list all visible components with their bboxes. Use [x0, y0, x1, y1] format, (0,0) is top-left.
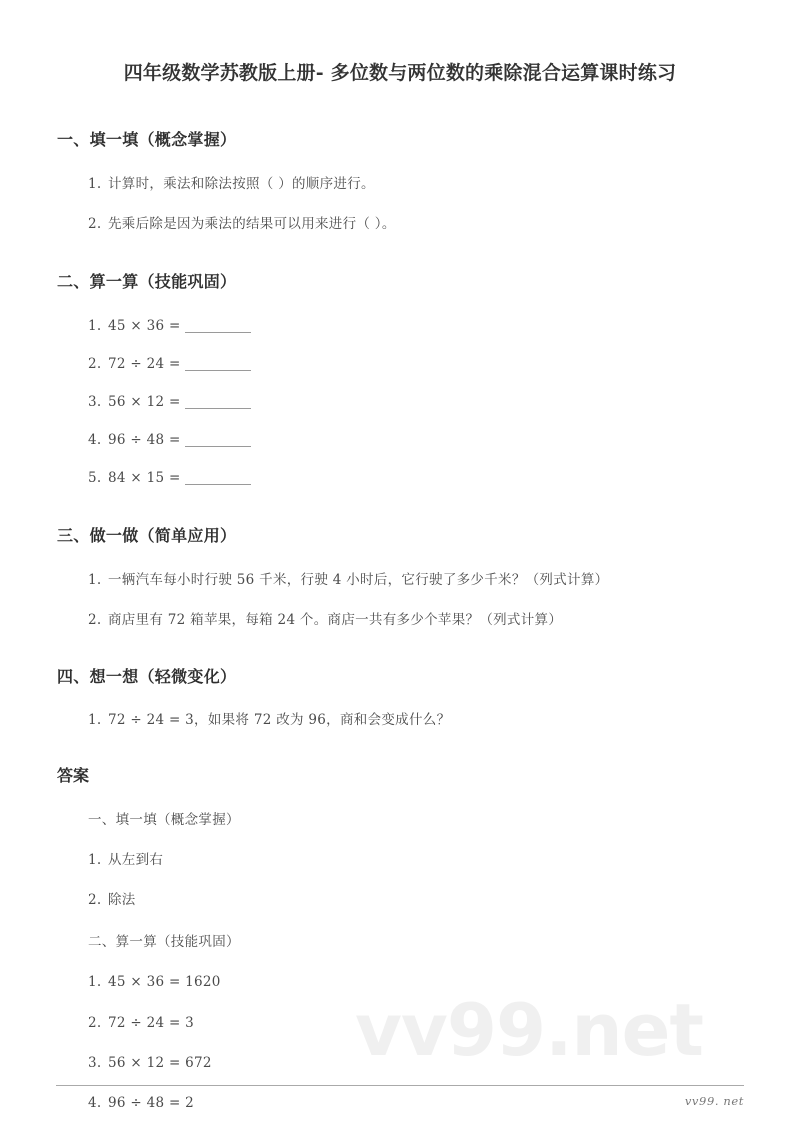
section-heading-fill-in: 一、填一填（概念掌握） [57, 129, 237, 149]
item-number: 2. [88, 611, 102, 628]
item-text: 先乘后除是因为乘法的结果可以用来进行（ ）。 [108, 216, 396, 233]
list-item [0, 292, 800, 334]
answer-item [0, 868, 800, 908]
section-heading-apply: 三、做一做（简单应用） [57, 526, 237, 546]
item-number: 3. [88, 1054, 102, 1071]
answer-text: 56 × 12 = 672 [108, 1054, 212, 1071]
list-item [0, 448, 800, 486]
item-number: 4. [88, 1094, 102, 1111]
list-item [0, 686, 800, 728]
list-item [0, 334, 800, 372]
section-heading-compute: 二、算一算（技能巩固） [57, 272, 237, 292]
item-number: 2. [88, 891, 102, 908]
answers-subheading-compute: 二、算一算（技能巩固） [88, 934, 240, 951]
answers-subheading-fill-in: 一、填一填（概念掌握） [88, 811, 240, 828]
answer-text: 96 ÷ 48 = 2 [108, 1094, 195, 1111]
list-item [0, 410, 800, 448]
answer-blank[interactable] [185, 446, 251, 447]
page-footer [56, 1085, 744, 1108]
answer-blank[interactable] [185, 408, 251, 409]
answer-text: 72 ÷ 24 = 3 [108, 1014, 195, 1031]
answer-text: 除法 [108, 891, 136, 908]
list-item [0, 192, 800, 232]
item-text: 72 ÷ 24 = 3，如果将 72 改为 96，商和会变成什么？ [108, 712, 451, 729]
answer-text: 45 × 36 = 1620 [108, 974, 221, 991]
site-watermark: vv99.net [355, 988, 703, 1072]
item-expression: 84 × 15 = [108, 470, 181, 487]
item-number: 2. [88, 216, 102, 233]
answer-text: 从左到右 [108, 851, 164, 868]
item-number: 1. [88, 571, 102, 588]
answer-item [0, 828, 800, 868]
answer-blank[interactable] [185, 484, 251, 485]
item-number: 2. [88, 1014, 102, 1031]
item-number: 1. [88, 317, 102, 334]
page-title: 四年级数学苏教版上册- 多位数与两位数的乘除混合运算课时练习 [123, 62, 677, 84]
item-number: 1. [88, 974, 102, 991]
footer-divider [56, 1085, 744, 1086]
list-item [0, 372, 800, 410]
item-expression: 96 ÷ 48 = [108, 432, 181, 449]
answer-item [0, 1031, 800, 1071]
item-text: 一辆汽车每小时行驶 56 千米，行驶 4 小时后，它行驶了多少千米？（列式计算） [108, 571, 609, 588]
item-number: 1. [88, 175, 102, 192]
item-text: 计算时，乘法和除法按照（ ）的顺序进行。 [108, 175, 375, 192]
answers-heading: 答案 [57, 766, 90, 786]
item-expression: 72 ÷ 24 = [108, 355, 181, 372]
item-text: 商店里有 72 箱苹果，每箱 24 个。商店一共有多少个苹果？（列式计算） [108, 611, 563, 628]
item-expression: 45 × 36 = [108, 317, 181, 334]
footer-site-label: vv99. net [684, 1094, 744, 1108]
item-expression: 56 × 12 = [108, 393, 181, 410]
list-item [0, 149, 800, 192]
answer-blank[interactable] [185, 332, 251, 333]
item-number: 4. [88, 432, 102, 449]
answer-item [0, 991, 800, 1031]
list-item [0, 588, 800, 628]
item-number: 3. [88, 393, 102, 410]
section-heading-think: 四、想一想（轻微变化） [57, 667, 237, 687]
item-number: 5. [88, 470, 102, 487]
list-item [0, 546, 800, 588]
item-number: 2. [88, 355, 102, 372]
answer-blank[interactable] [185, 370, 251, 371]
item-number: 1. [88, 712, 102, 729]
item-number: 1. [88, 851, 102, 868]
answer-item [0, 950, 800, 990]
